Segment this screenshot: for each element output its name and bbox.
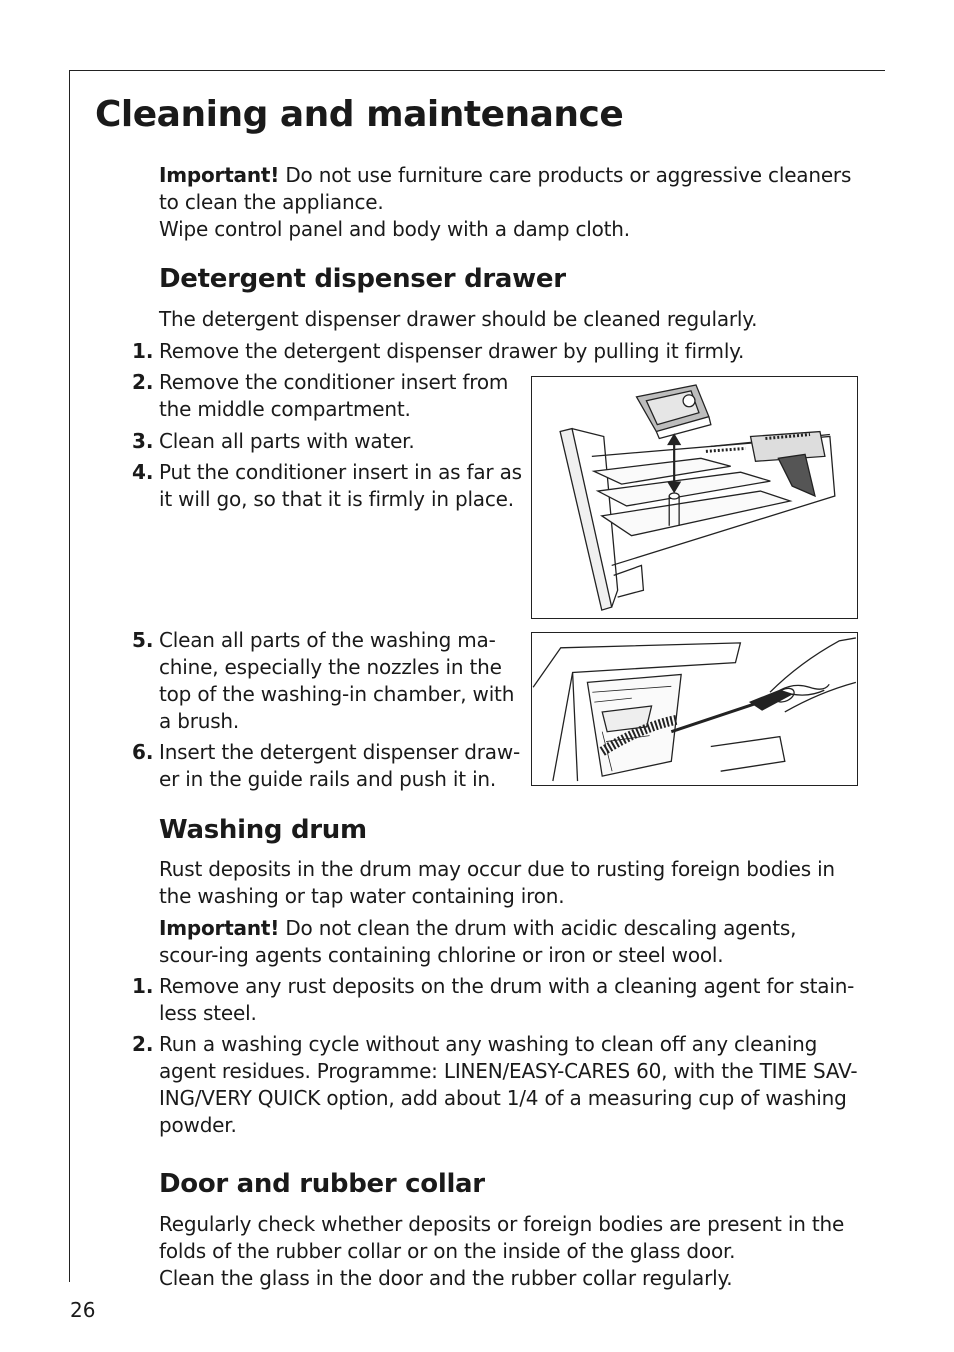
left-border-rule — [69, 70, 70, 1282]
dispenser-intro: The detergent dispenser drawer should be cleaned regularly. — [159, 307, 758, 331]
drum-important-paragraph — [159, 915, 859, 969]
intro-important-paragraph — [159, 162, 859, 216]
section-heading-dispenser: Detergent dispenser drawer — [159, 264, 566, 294]
section-heading-door: Door and rubber collar — [159, 1169, 485, 1199]
brush-cleaning-illustration — [531, 632, 858, 786]
dispenser-step-3: Clean all parts with water. — [159, 429, 415, 453]
important-label: Important! — [159, 163, 280, 187]
page-number: 26 — [70, 1298, 96, 1322]
drawer-drawing — [532, 377, 857, 618]
step-number: 1. — [132, 339, 154, 363]
step-number: 2. — [132, 1032, 154, 1056]
dispenser-drawer-illustration — [531, 376, 858, 619]
step-number: 3. — [132, 429, 154, 453]
important-text: Do not use furniture care products or aggressive cleaners to clean the appliance. — [159, 163, 852, 214]
step-number: 4. — [132, 460, 154, 484]
step-number: 5. — [132, 628, 154, 652]
top-border-rule — [69, 70, 885, 71]
drum-step-1: Remove any rust deposits on the drum with a cleaning agent for stain-less steel. — [159, 974, 855, 1025]
intro-wipe-text: Wipe control panel and body with a damp cloth. — [159, 217, 630, 241]
drum-intro: Rust deposits in the drum may occur due to rusting foreign bodies in the washing or tap water containing iron. — [159, 857, 835, 908]
dispenser-step-2: Remove the conditioner insert from the middle compartment. — [159, 370, 509, 421]
dispenser-step-6: Insert the detergent dispenser draw-er in the guide rails and push it in. — [159, 740, 520, 791]
drum-step-2: Run a washing cycle without any washing to clean off any cleaning agent residues. Programme: LINEN/EASY-CARES 60, with the TIME SAV-ING/VERY QUICK option, add about 1/4 of a measuring cup of washing powder. — [159, 1032, 858, 1137]
step-number: 1. — [132, 974, 154, 998]
dispenser-step-5: Clean all parts of the washing ma-chine, especially the nozzles in the top of the washing-in chamber, with a brush. — [159, 628, 515, 733]
section-heading-drum: Washing drum — [159, 815, 367, 845]
dispenser-step-1: Remove the detergent dispenser drawer by pulling it firmly. — [159, 339, 745, 363]
step-number: 2. — [132, 370, 154, 394]
door-text-1: Regularly check whether deposits or foreign bodies are present in the folds of the rubber collar or on the inside of the glass door. — [159, 1212, 845, 1263]
step-number: 6. — [132, 740, 154, 764]
brush-drawing — [532, 633, 857, 785]
dispenser-step-4: Put the conditioner insert in as far as it will go, so that it is firmly in place. — [159, 460, 522, 511]
door-text-2: Clean the glass in the door and the rubber collar regularly. — [159, 1266, 733, 1290]
page-title: Cleaning and maintenance — [95, 94, 624, 135]
important-label: Important! — [159, 916, 280, 940]
important-text: Do not clean the drum with acidic descaling agents, scour-ing agents containing chlorine or iron or steel wool. — [159, 916, 797, 967]
